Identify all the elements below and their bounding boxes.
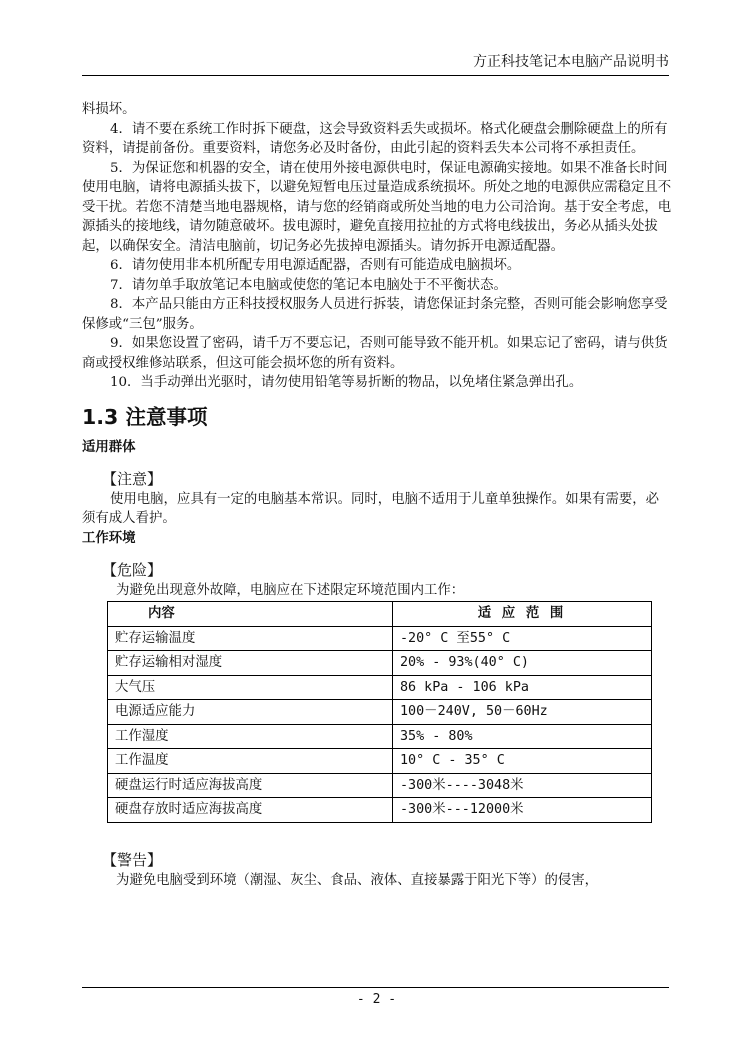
table-header-row [108,602,652,627]
environment-heading: 工作环境 [82,530,136,546]
table-row [108,626,652,651]
table-cell-range: 86 kPa - 106 kPa [393,675,652,700]
paragraph-item-8: 8．本产品只能由方正科技授权服务人员进行拆装，请您保证封条完整，否则可能会影响您享受保修或“三包”服务。 [82,297,668,332]
audience-text: 使用电脑，应具有一定的电脑基本常识。同时，电脑不适用于儿童单独操作。如果有需要，必须有成人看护。 [82,491,660,526]
paragraph-item-10: 10．当手动弹出光驱时，请勿使用铅笔等易折断的物品，以免堵住紧急弹出孔。 [110,375,583,390]
table-cell-range: 35% - 80% [393,724,652,749]
table-cell-item: 工作温度 [108,749,393,774]
table-header-range: 适 应 范 围 [393,602,652,627]
warning-label: 【警告】 [102,850,163,869]
table-cell-range: 100－240V, 50－60Hz [393,700,652,725]
table-cell-range: 20% - 93%(40° C) [393,651,652,676]
paragraph-item-9: 9．如果您设置了密码，请千万不要忘记，否则可能导致不能开机。如果忘记了密码，请与供货商或授权维修站联系，但这可能会损坏您的所有资料。 [82,336,668,371]
table-cell-item: 贮存运输相对湿度 [108,651,393,676]
environment-table [107,601,652,823]
table-row [108,798,652,823]
table-cell-range: -300米---12000米 [393,798,652,823]
paragraph-item-7: 7．请勿单手取放笔记本电脑或使您的笔记本电脑处于不平衡状态。 [110,277,507,293]
table-cell-item: 硬盘存放时适应海拔高度 [108,798,393,823]
table-cell-item: 贮存运输温度 [108,626,393,651]
table-cell-range: 10° C - 35° C [393,749,652,774]
table-row [108,724,652,749]
page-number: - 2 - [356,992,397,1007]
table-cell-item: 工作湿度 [108,724,393,749]
section-title: 1.3 注意事项 [82,404,208,429]
table-row [108,749,652,774]
danger-label: 【危险】 [102,560,163,579]
audience-heading: 适用群体 [82,439,136,455]
paragraph-continuation: 料损坏。 [82,102,136,117]
footer-divider [82,987,669,988]
table-intro: 为避免出现意外故障，电脑应在下述限定环境范围内工作： [116,582,465,598]
paragraph-item-5: 5．为保证您和机器的安全，请在使用外接电源供电时，保证电源确实接地。如果不准备长时间使用电脑，请将电源插头拔下，以避免短暂电压过量造成系统损坏。所处之地的电源供应需稳定且不受干扰。若您不清楚当地电器规格，请与您的经销商或所处当地的电力公司洽询。基于安全考虑，电源插头的接地线，请勿随意破坏。拔电源时，避免直接用拉扯的方式将电线拔出，务必从插头处拔起，以确保安全。清洁电脑前，切记务必先拔掉电源插头。请勿拆开电源适配器。 [82,160,672,254]
paragraph-item-6: 6．请勿使用非本机所配专用电源适配器，否则有可能造成电脑损坏。 [110,258,521,273]
table-cell-item: 大气压 [108,675,393,700]
paragraph-item-4: 4．请不要在系统工作时拆下硬盘，这会导致资料丢失或损坏。格式化硬盘会删除硬盘上的所有资料，请提前备份。重要资料，请您务必及时备份，由此引起的资料丢失本公司将不承担责任。 [82,121,668,156]
table-cell-range: -20° C 至55° C [393,626,652,651]
table-header-content: 内容 [108,602,393,627]
table-row [108,675,652,700]
table-cell-item: 硬盘运行时适应海拔高度 [108,773,393,798]
table-cell-item: 电源适应能力 [108,700,393,725]
page-header-title: 方正科技笔记本电脑产品说明书 [473,54,669,70]
table-row [108,773,652,798]
header-divider [82,75,669,76]
notice-label: 【注意】 [102,469,163,488]
warning-text: 为避免电脑受到环境（潮湿、灰尘、食品、液体、直接暴露于阳光下等）的侵害， [116,872,599,888]
document-body [82,100,672,890]
table-row [108,651,652,676]
table-row [108,700,652,725]
table-cell-range: -300米----3048米 [393,773,652,798]
